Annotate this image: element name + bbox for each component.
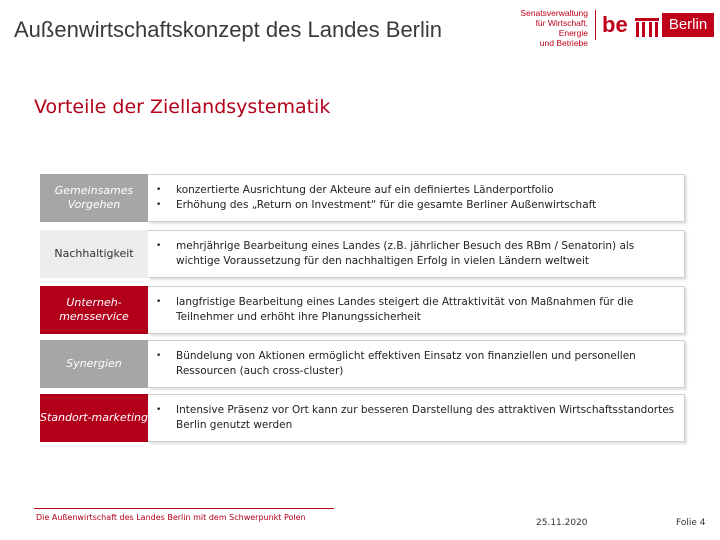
row-content — [148, 174, 685, 222]
row-content — [148, 394, 685, 442]
row-label: Gemeinsames Vorgehen — [40, 174, 148, 222]
row-content — [148, 340, 685, 388]
logo-department-text — [504, 8, 588, 48]
list-item: • Intensive Präsenz vor Ort kann zur besseren Darstellung des attraktiven Wirtschaftsstandortes Berlin genutzt werden — [156, 404, 675, 431]
logo-berlin-box: Berlin — [662, 13, 714, 37]
row-label: Standort-marketing — [40, 394, 148, 442]
table-row — [40, 340, 686, 388]
list-item: • Bündelung von Aktionen ermöglicht effektiven Einsatz von finanziellen und personellen Ressourcen (auch cross-cluster) — [156, 350, 636, 377]
slide-title: Außenwirtschaftskonzept des Landes Berlin — [14, 17, 443, 42]
footer-date: 25.11.2020 — [536, 518, 588, 528]
row-label: Synergien — [40, 340, 148, 388]
footer-divider — [34, 508, 334, 509]
brandenburg-gate-icon — [634, 16, 660, 38]
senate-logo — [504, 8, 714, 48]
list-item: • langfristige Bearbeitung eines Landes steigert die Attraktivität von Maßnahmen für die Teilnehmer und erhöht ihre Planungssicherheit — [156, 296, 634, 323]
logo-dept-line-1: Senatsverwaltung — [520, 8, 588, 18]
logo-divider — [595, 10, 596, 40]
logo-dept-line-2: für Wirtschaft, Energie — [535, 18, 588, 38]
row-label: Unterneh-mensservice — [40, 286, 148, 334]
table-row — [40, 230, 686, 278]
footer-caption: Die Außenwirtschaft des Landes Berlin mit dem Schwerpunkt Polen — [36, 513, 306, 522]
logo-be-text: be — [602, 12, 628, 37]
logo-dept-line-3: und Betriebe — [539, 38, 588, 48]
row-label: Nachhaltigkeit — [40, 230, 148, 278]
row-content — [148, 230, 685, 278]
table-row — [40, 286, 686, 334]
section-subtitle: Vorteile der Ziellandsystematik — [34, 96, 331, 118]
slide-number: Folie 4 — [676, 518, 706, 528]
list-item: • konzertierte Ausrichtung der Akteure auf ein definiertes Länderportfolio — [156, 184, 554, 196]
table-row — [40, 394, 686, 442]
table-row — [40, 174, 686, 222]
list-item: • mehrjährige Bearbeitung eines Landes (z.B. jährlicher Besuch des RBm / Senatorin) als wichtige Voraussetzung für den nachhaltigen Erfolg in vielen Ländern weltweit — [156, 240, 635, 267]
list-item: • Erhöhung des „Return on Investment“ für die gesamte Berliner Außenwirtschaft — [156, 199, 597, 211]
row-content — [148, 286, 685, 334]
